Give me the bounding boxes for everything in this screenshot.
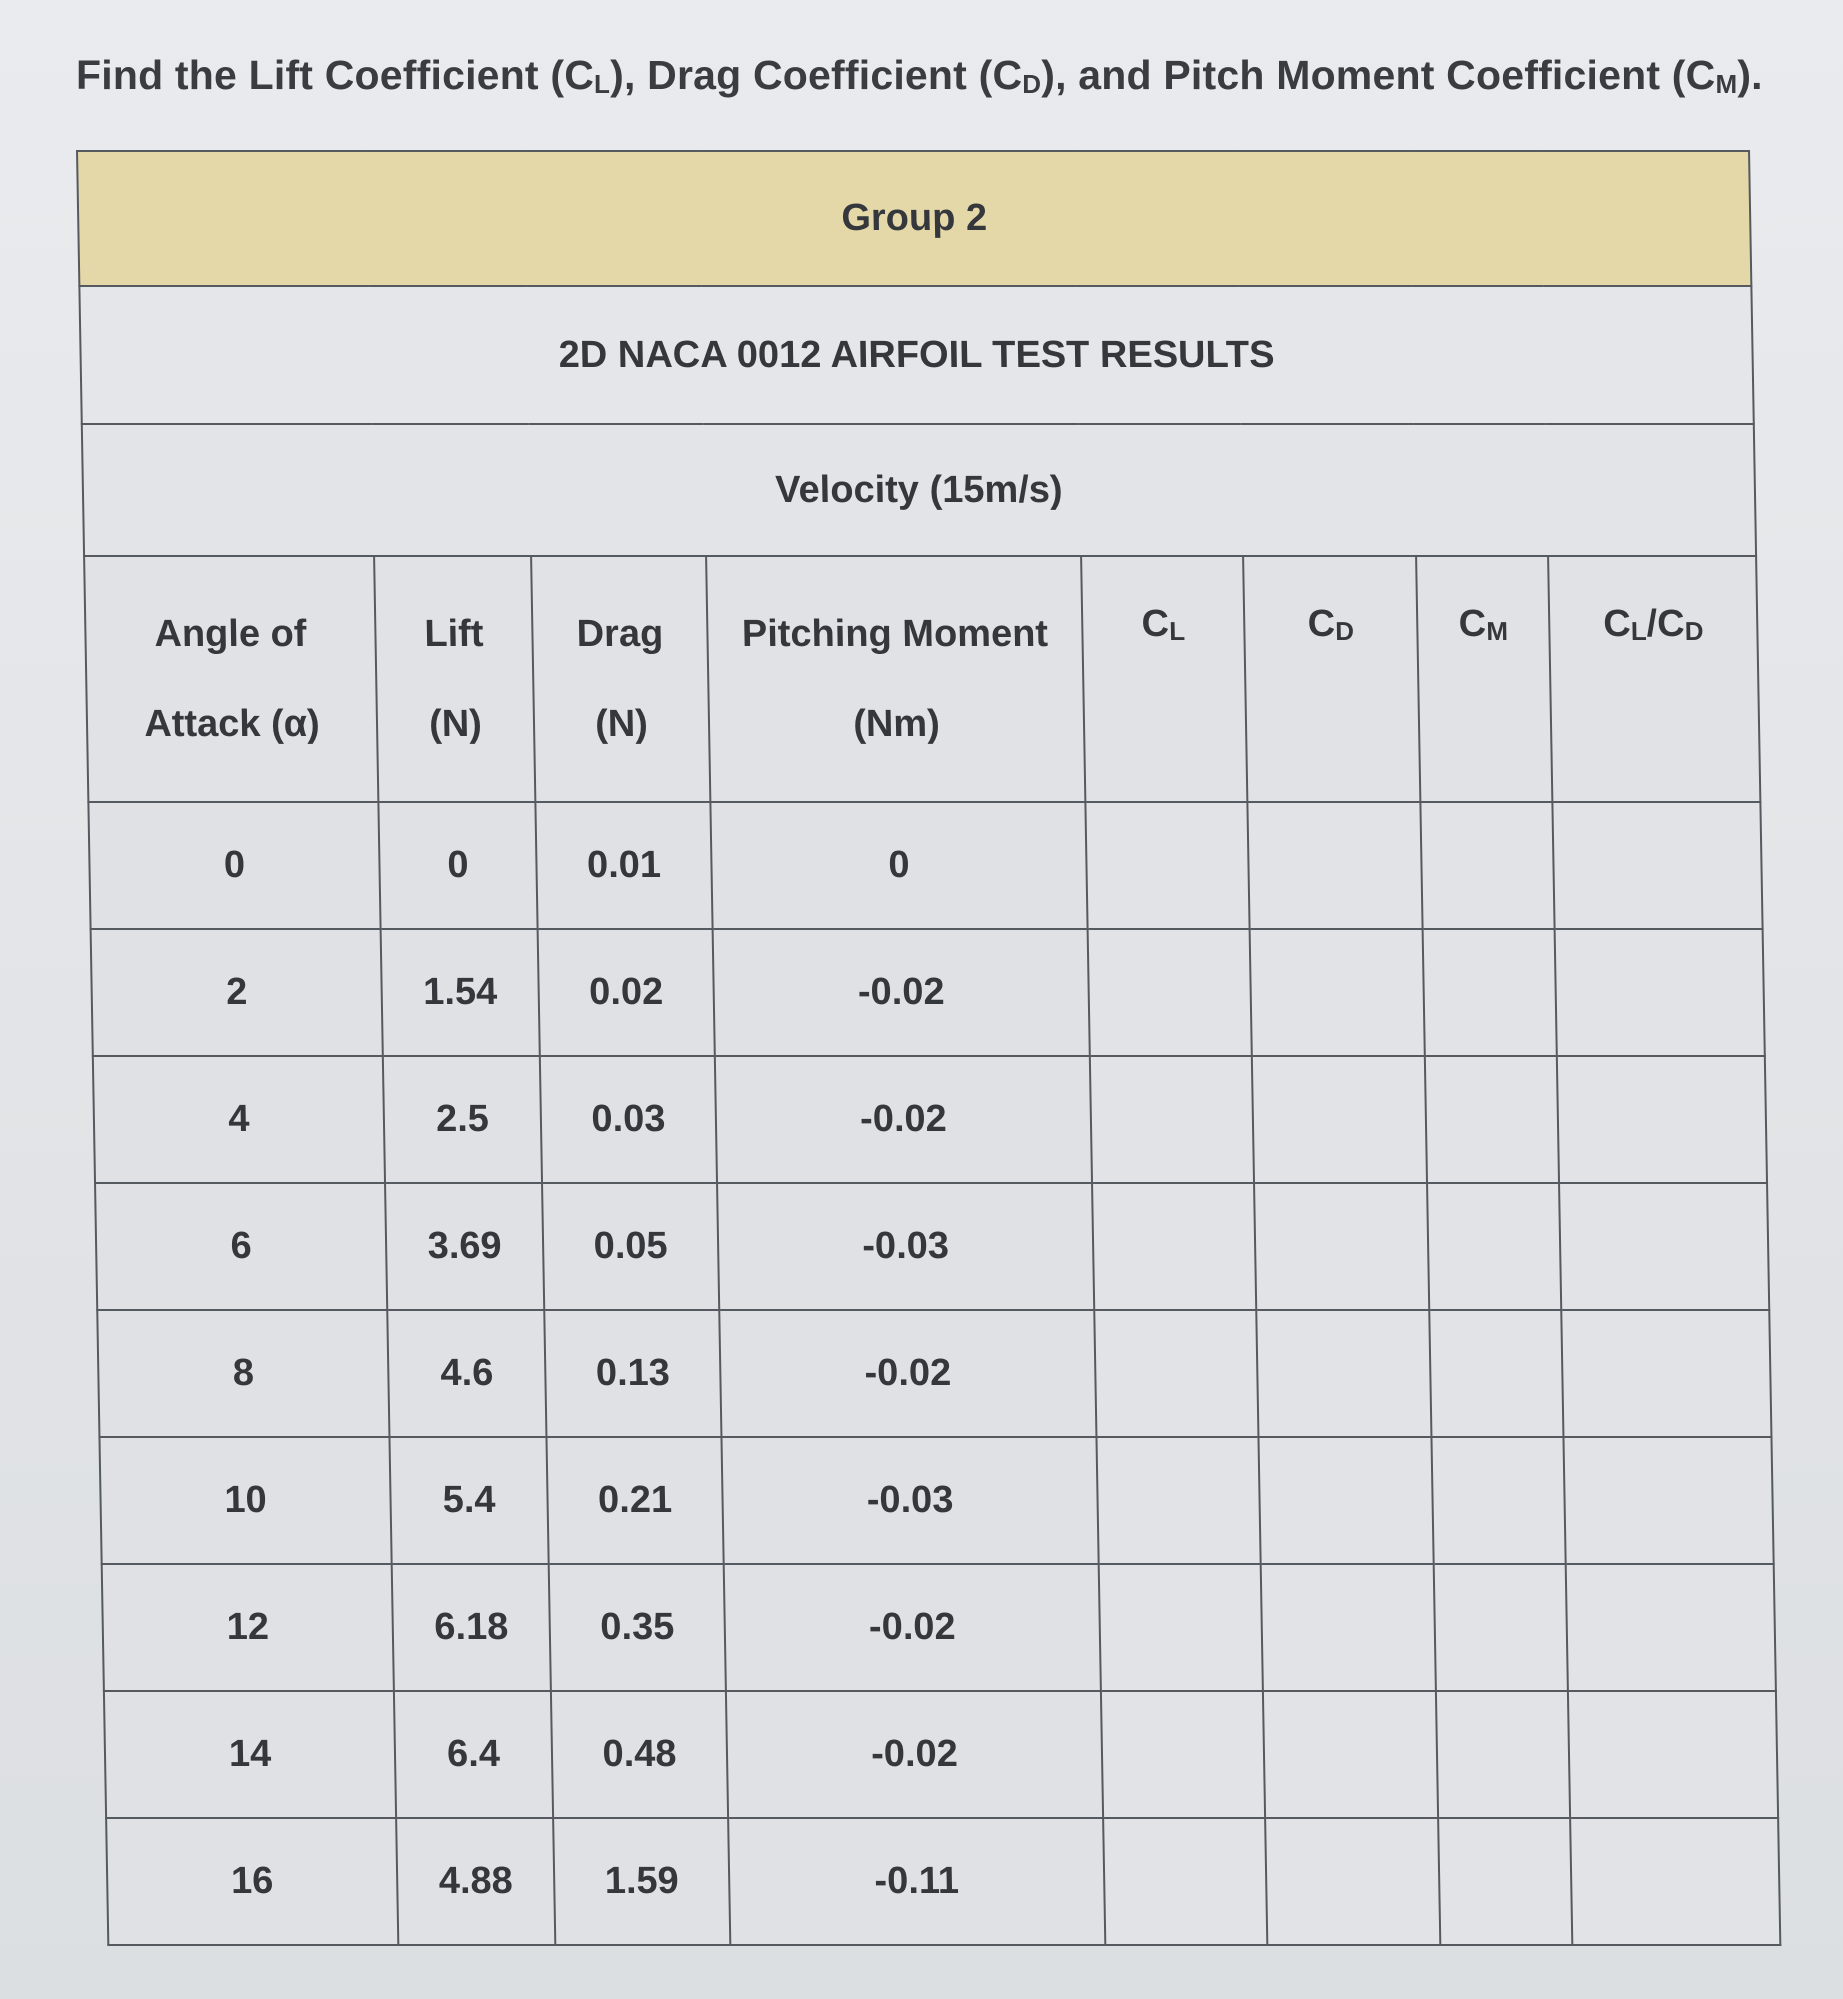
subscript-d: D (1022, 69, 1042, 99)
cell-aoa: 0 (88, 802, 380, 929)
cell-cd-empty[interactable] (1254, 1183, 1429, 1310)
cell-moment: -0.03 (717, 1183, 1094, 1310)
subscript-l: L (594, 69, 611, 99)
question-text (76, 52, 1763, 100)
cell-cl-empty[interactable] (1101, 1691, 1265, 1818)
cell-cm-empty[interactable] (1431, 1437, 1565, 1564)
header-line: Attack (α) (143, 703, 321, 745)
cell-cl-empty[interactable] (1085, 802, 1249, 929)
question-part: Find the Lift Coefficient (C (76, 52, 595, 98)
cell-cl-cd-empty[interactable] (1552, 802, 1762, 929)
cell-cl-cd-empty[interactable] (1568, 1691, 1778, 1818)
cell-cl-cd-empty[interactable] (1559, 1183, 1769, 1310)
cell-cm-empty[interactable] (1429, 1310, 1563, 1437)
cell-cl-cd-empty[interactable] (1570, 1818, 1780, 1945)
header-row (84, 556, 1760, 802)
header-subscript: M (1486, 616, 1509, 646)
cell-drag: 0.03 (540, 1056, 717, 1183)
cell-drag: 0.05 (542, 1183, 719, 1310)
cell-aoa: 12 (102, 1564, 394, 1691)
cell-cd-empty[interactable] (1247, 802, 1422, 929)
cell-cl-empty[interactable] (1094, 1310, 1258, 1437)
header-cl-cd (1548, 556, 1760, 802)
cell-cd-empty[interactable] (1252, 1056, 1427, 1183)
cell-cd-empty[interactable] (1250, 929, 1425, 1056)
cell-cd-empty[interactable] (1263, 1691, 1438, 1818)
cell-drag: 0.48 (551, 1691, 728, 1818)
cell-cl-empty[interactable] (1103, 1818, 1267, 1945)
cell-cl-cd-empty[interactable] (1566, 1564, 1776, 1691)
velocity-row (82, 424, 1756, 556)
cell-cl-cd-empty[interactable] (1555, 929, 1765, 1056)
cell-cl-empty[interactable] (1092, 1183, 1256, 1310)
cell-cd-empty[interactable] (1258, 1437, 1433, 1564)
cell-drag: 0.35 (549, 1564, 726, 1691)
header-line: (N) (428, 703, 483, 745)
cell-drag: 0.21 (546, 1437, 723, 1564)
cell-cm-empty[interactable] (1423, 929, 1557, 1056)
table-row (97, 1310, 1771, 1437)
header-line: (Nm) (852, 703, 941, 745)
subscript-m: M (1715, 69, 1738, 99)
cell-aoa: 6 (95, 1183, 387, 1310)
header-symbol: C (1307, 603, 1336, 645)
cell-aoa: 14 (104, 1691, 396, 1818)
cell-moment: -0.02 (719, 1310, 1096, 1437)
cell-drag: 0.02 (538, 929, 715, 1056)
cell-drag: 0.01 (535, 802, 712, 929)
table-row (88, 802, 1762, 929)
results-table (76, 150, 1781, 1946)
header-line: Lift (424, 613, 484, 655)
header-subscript: D (1334, 616, 1355, 646)
cell-cl-empty[interactable] (1096, 1437, 1260, 1564)
cell-cm-empty[interactable] (1434, 1564, 1568, 1691)
cell-moment: -0.02 (713, 929, 1090, 1056)
header-angle-of-attack (84, 556, 378, 802)
cell-moment: -0.02 (724, 1564, 1101, 1691)
table-row (95, 1183, 1769, 1310)
cell-lift: 4.88 (396, 1818, 555, 1945)
cell-moment: -0.11 (728, 1818, 1105, 1945)
group-row (77, 151, 1751, 286)
cell-aoa: 2 (91, 929, 383, 1056)
cell-aoa: 10 (99, 1437, 391, 1564)
table-row (99, 1437, 1773, 1564)
cell-cl-cd-empty[interactable] (1557, 1056, 1767, 1183)
header-cd (1243, 556, 1420, 802)
cell-lift: 6.4 (394, 1691, 553, 1818)
cell-moment: -0.02 (715, 1056, 1092, 1183)
header-symbol: C (1141, 603, 1170, 645)
table-row (104, 1691, 1778, 1818)
header-subscript: L (1630, 616, 1647, 646)
cell-aoa: 4 (93, 1056, 385, 1183)
cell-cd-empty[interactable] (1265, 1818, 1440, 1945)
cell-cm-empty[interactable] (1436, 1691, 1570, 1818)
cell-moment: -0.03 (721, 1437, 1098, 1564)
velocity-label: Velocity (15m/s) (82, 424, 1756, 556)
table-row (91, 929, 1765, 1056)
table-row (93, 1056, 1767, 1183)
cell-cl-empty[interactable] (1088, 929, 1252, 1056)
header-pitching-moment (706, 556, 1085, 802)
header-symbol: C (1458, 603, 1487, 645)
cell-lift: 3.69 (385, 1183, 544, 1310)
cell-cd-empty[interactable] (1261, 1564, 1436, 1691)
cell-cl-empty[interactable] (1090, 1056, 1254, 1183)
cell-cl-cd-empty[interactable] (1561, 1310, 1771, 1437)
header-drag (531, 556, 710, 802)
cell-cm-empty[interactable] (1438, 1818, 1572, 1945)
cell-cm-empty[interactable] (1427, 1183, 1561, 1310)
question-part: ), and Pitch Moment Coefficient (C (1041, 52, 1716, 98)
cell-aoa: 8 (97, 1310, 389, 1437)
header-symbol: C (1602, 603, 1632, 645)
header-subscript: D (1684, 616, 1704, 646)
group-label: Group 2 (77, 151, 1751, 286)
cell-lift: 5.4 (389, 1437, 548, 1564)
cell-moment: 0 (710, 802, 1087, 929)
cell-cd-empty[interactable] (1256, 1310, 1431, 1437)
cell-lift: 6.18 (392, 1564, 551, 1691)
cell-cm-empty[interactable] (1420, 802, 1554, 929)
header-symbol: /C (1646, 603, 1685, 645)
table-row (102, 1564, 1776, 1691)
header-line: Angle of (154, 613, 307, 655)
cell-cm-empty[interactable] (1425, 1056, 1559, 1183)
cell-lift: 0 (378, 802, 537, 929)
question-part: ), Drag Coefficient (C (610, 52, 1023, 98)
title-row (79, 286, 1753, 424)
cell-cl-empty[interactable] (1099, 1564, 1263, 1691)
results-table-wrapper (76, 150, 1779, 1946)
header-line: (N) (594, 703, 649, 745)
cell-cl-cd-empty[interactable] (1563, 1437, 1773, 1564)
header-cm (1416, 556, 1552, 802)
table-row (106, 1818, 1780, 1945)
header-lift (374, 556, 535, 802)
header-line: Pitching Moment (741, 613, 1049, 655)
cell-lift: 2.5 (383, 1056, 542, 1183)
table-title: 2D NACA 0012 AIRFOIL TEST RESULTS (79, 286, 1753, 424)
header-line: Drag (576, 613, 664, 655)
header-subscript: L (1168, 616, 1186, 646)
header-cl (1081, 556, 1247, 802)
cell-drag: 1.59 (553, 1818, 730, 1945)
cell-moment: -0.02 (726, 1691, 1103, 1818)
question-part: ). (1737, 52, 1763, 98)
cell-aoa: 16 (106, 1818, 398, 1945)
cell-lift: 4.6 (387, 1310, 546, 1437)
cell-lift: 1.54 (381, 929, 540, 1056)
cell-drag: 0.13 (544, 1310, 721, 1437)
